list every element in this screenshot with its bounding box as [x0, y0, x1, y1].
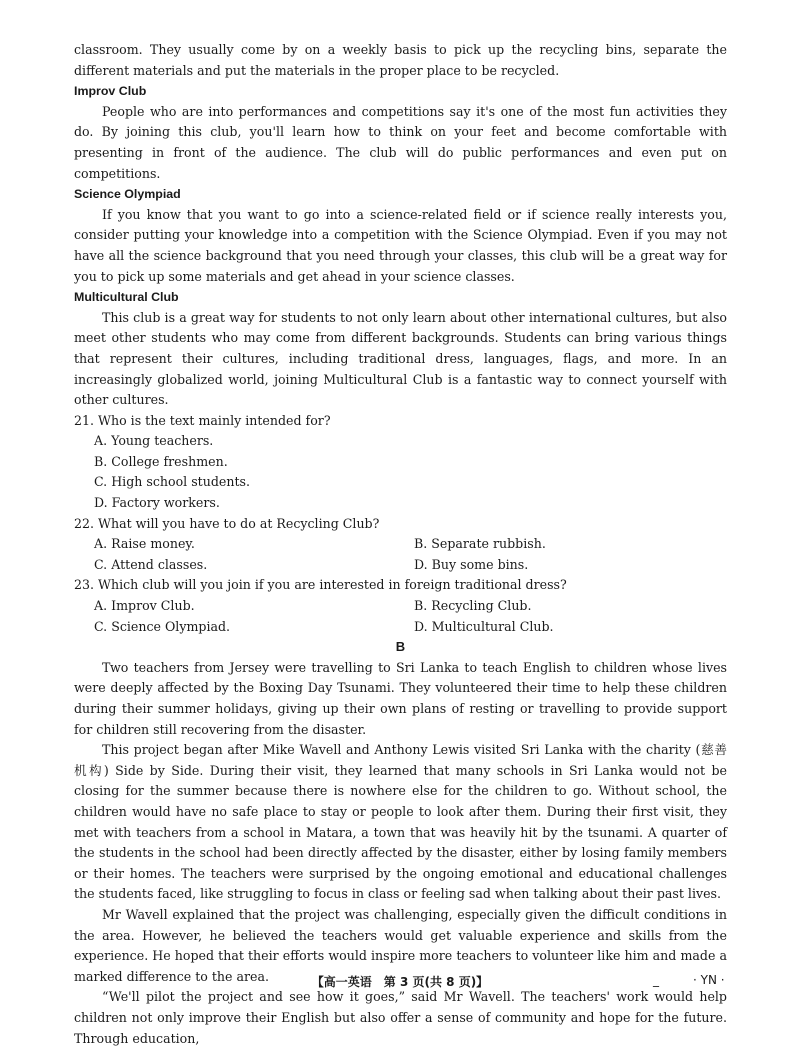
footer-dash: _	[653, 973, 659, 987]
footer-page-info: 【高一英语 第 3 页(共 8 页)】	[311, 975, 489, 989]
passage-b-paragraph-1: Two teachers from Jersey were travelling to Sri Lanka to teach English to children whose lives were deeply affected by the Boxing Day Tsunami. They volunteered their time to help these children during their summer holidays, giving up their own plans of resting or travelling to provide support for children still recovering from the disaster.	[74, 659, 727, 737]
club-text-multicultural: This club is a great way for students to not only learn about other international cultures, but also meet other students who may come from different backgrounds. Students can bring various things that represent their cultures, including traditional dress, languages, flags, and more. In an increasingly globalized world, joining Multicultural Club is a fantastic way to connect yourself with other cultures.	[74, 309, 727, 408]
club-text-improv: People who are into performances and competitions say it's one of the most fun activities they do. By joining this club, you'll learn how to think on your feet and become comfortable with presenting in front of the audience. The club will do public performances and even put on competitions.	[74, 103, 727, 181]
club-text-science: If you know that you want to go into a science-related field or if science really interests you, consider putting your knowledge into a competition with the Science Olympiad. Even if you may not have all the science background that you need through your classes, this club will be a great way for you to pick up some materials and get ahead in your science classes.	[74, 206, 727, 284]
intro-tail: classroom. They usually come by on a weekly basis to pick up the recycling bins, separate the different materials and put the materials in the proper place to be recycled.	[74, 42, 727, 78]
footer-code: · YN ·	[693, 973, 725, 987]
question-23: 23. Which club will you join if you are interested in foreign traditional dress?	[74, 577, 567, 593]
passage-b-paragraph-4: “We'll pilot the project and see how it goes,” said Mr Wavell. The teachers' work would help children not only improve their English but also offer a sense of community and hope for the future. Through education,	[74, 989, 727, 1046]
passage-b-paragraph-3: Mr Wavell explained that the project was challenging, especially given the difficult conditions in the area. However, he believed the teachers would get valuable experience and skills from the experience. He hoped that their efforts would inspire more teachers to volunteer like him and made a marked difference to the area.	[74, 906, 727, 984]
question-23-options	[74, 596, 727, 637]
option-22b[interactable]: B. Separate rubbish.	[414, 536, 546, 552]
question-21-options	[74, 431, 727, 513]
exam-page	[74, 40, 727, 1049]
option-22d[interactable]: D. Buy some bins.	[414, 556, 529, 572]
club-heading-multicultural: Multicultural Club	[74, 290, 179, 305]
option-21d[interactable]: D. Factory workers.	[94, 495, 220, 511]
passage-b-paragraph-2: This project began after Mike Wavell and Anthony Lewis visited Sri Lanka with the charity (慈善机构) Side by Side. During their visit, they learned that many schools in Sri Lanka would not be closing for the summer because there is nowhere else for the children to go. Without school, the children would have no safe place to stay or people to look after them. During their first visit, they met with teachers from a school in Matara, a town that was heavily hit by the tsunami. A quarter of the students in the school had been directly affected by the disaster, either by losing family members or their homes. The teachers were surprised by the ongoing emotional and educational challenges the students faced, like struggling to focus in class or feeling sad when talking about their past lives.	[74, 742, 727, 902]
option-23b[interactable]: B. Recycling Club.	[414, 598, 532, 614]
question-21: 21. Who is the text mainly intended for?	[74, 412, 331, 428]
option-21c[interactable]: C. High school students.	[94, 474, 250, 490]
option-22c[interactable]: C. Attend classes.	[94, 556, 208, 572]
page-footer	[0, 973, 800, 993]
option-23c[interactable]: C. Science Olympiad.	[94, 618, 231, 634]
option-21a[interactable]: A. Young teachers.	[94, 433, 214, 449]
club-heading-science: Science Olympiad	[74, 187, 181, 202]
option-23a[interactable]: A. Improv Club.	[94, 598, 195, 614]
option-23d[interactable]: D. Multicultural Club.	[414, 618, 554, 634]
option-22a[interactable]: A. Raise money.	[94, 536, 195, 552]
section-b-label: B	[395, 639, 406, 655]
club-heading-improv: Improv Club	[74, 84, 147, 99]
question-22-options	[74, 534, 727, 575]
question-22: 22. What will you have to do at Recycling Club?	[74, 515, 380, 531]
option-21b[interactable]: B. College freshmen.	[94, 453, 228, 469]
